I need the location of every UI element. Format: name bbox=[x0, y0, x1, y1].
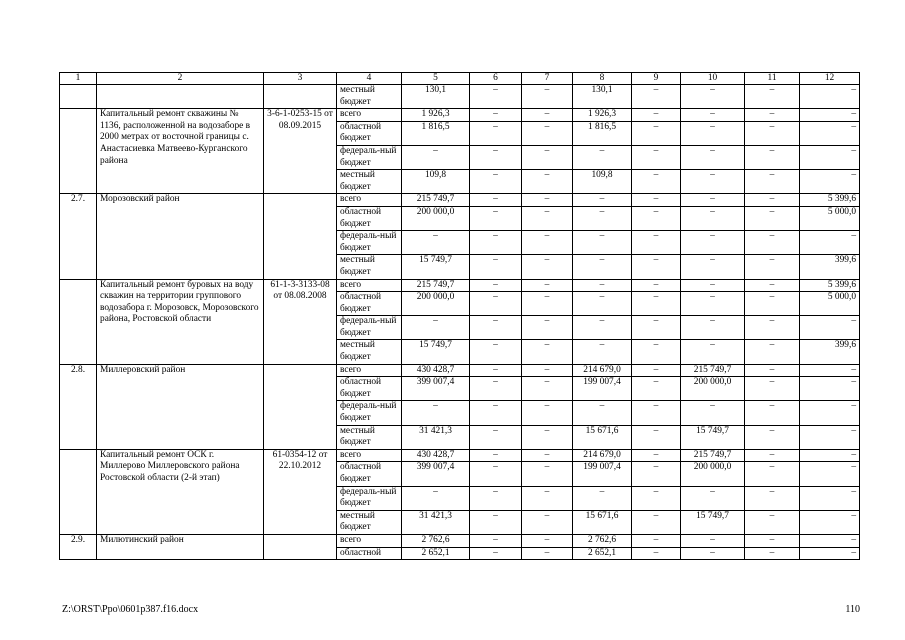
value-cell: – bbox=[470, 194, 522, 207]
value-cell: – bbox=[522, 255, 573, 279]
funding-source-cell: федераль-ный бюджет bbox=[337, 231, 402, 255]
funding-source-cell: всего bbox=[337, 194, 402, 207]
value-cell: 5 399,6 bbox=[800, 279, 860, 292]
value-cell: – bbox=[745, 206, 800, 230]
value-cell: – bbox=[745, 279, 800, 292]
value-cell: – bbox=[800, 109, 860, 122]
value-cell: – bbox=[522, 170, 573, 194]
value-cell: – bbox=[745, 121, 800, 145]
value-cell: 2 762,6 bbox=[573, 534, 632, 547]
value-cell: 215 749,7 bbox=[402, 279, 470, 292]
value-cell: – bbox=[522, 231, 573, 255]
value-cell: – bbox=[745, 401, 800, 425]
value-cell: – bbox=[745, 364, 800, 377]
funding-source-cell: всего bbox=[337, 364, 402, 377]
value-cell: – bbox=[470, 145, 522, 169]
value-cell: 5 399,6 bbox=[800, 194, 860, 207]
value-cell: 2 762,6 bbox=[402, 534, 470, 547]
value-cell: – bbox=[402, 486, 470, 510]
value-cell: – bbox=[470, 292, 522, 316]
value-cell: – bbox=[745, 194, 800, 207]
row-number-cell bbox=[60, 449, 97, 534]
value-cell: – bbox=[522, 510, 573, 534]
value-cell: – bbox=[632, 340, 681, 364]
value-cell: – bbox=[522, 547, 573, 560]
value-cell: – bbox=[632, 534, 681, 547]
value-cell: 15 749,7 bbox=[402, 255, 470, 279]
header-cell: 1 bbox=[60, 73, 97, 85]
header-cell: 5 bbox=[402, 73, 470, 85]
table-row bbox=[60, 85, 860, 109]
funding-source-cell: федераль-ный бюджет bbox=[337, 316, 402, 340]
value-cell: – bbox=[800, 316, 860, 340]
value-cell: – bbox=[470, 121, 522, 145]
value-cell: – bbox=[522, 85, 573, 109]
value-cell: 15 749,7 bbox=[681, 425, 745, 449]
table-row bbox=[60, 109, 860, 122]
value-cell: 130,1 bbox=[573, 85, 632, 109]
value-cell: – bbox=[402, 145, 470, 169]
value-cell: – bbox=[632, 121, 681, 145]
value-cell: 109,8 bbox=[573, 170, 632, 194]
value-cell: 215 749,7 bbox=[402, 194, 470, 207]
value-cell: 430 428,7 bbox=[402, 364, 470, 377]
value-cell: 31 421,3 bbox=[402, 425, 470, 449]
value-cell: – bbox=[522, 145, 573, 169]
object-name-cell: Капитальный ремонт ОСК г. Миллерово Миллеровского района Ростовской области (2-й этап) bbox=[97, 449, 264, 534]
value-cell: 214 679,0 bbox=[573, 449, 632, 462]
value-cell: – bbox=[632, 255, 681, 279]
doc-number-cell bbox=[264, 364, 337, 449]
value-cell: – bbox=[745, 449, 800, 462]
value-cell: – bbox=[681, 206, 745, 230]
value-cell: – bbox=[632, 85, 681, 109]
value-cell: – bbox=[470, 340, 522, 364]
value-cell: 15 671,6 bbox=[573, 510, 632, 534]
value-cell: – bbox=[470, 255, 522, 279]
value-cell: – bbox=[470, 231, 522, 255]
table-row bbox=[60, 194, 860, 207]
value-cell: – bbox=[470, 316, 522, 340]
table-header-row bbox=[60, 73, 860, 85]
value-cell: – bbox=[632, 109, 681, 122]
value-cell: – bbox=[800, 510, 860, 534]
value-cell: – bbox=[800, 425, 860, 449]
value-cell: – bbox=[573, 401, 632, 425]
header-cell: 8 bbox=[573, 73, 632, 85]
footer-page-number: 110 bbox=[845, 604, 860, 615]
value-cell: 5 000,0 bbox=[800, 206, 860, 230]
value-cell: 1 816,5 bbox=[402, 121, 470, 145]
value-cell: – bbox=[470, 449, 522, 462]
funding-source-cell: местный бюджет bbox=[337, 340, 402, 364]
value-cell: – bbox=[632, 462, 681, 486]
value-cell: – bbox=[470, 170, 522, 194]
value-cell: – bbox=[681, 255, 745, 279]
value-cell: – bbox=[470, 364, 522, 377]
value-cell: – bbox=[470, 377, 522, 401]
funding-source-cell: областной бюджет bbox=[337, 121, 402, 145]
doc-number-cell: 3-6-1-0253-15 от 08.09.2015 bbox=[264, 109, 337, 194]
funding-source-cell: местный бюджет bbox=[337, 255, 402, 279]
value-cell: – bbox=[573, 279, 632, 292]
table-row bbox=[60, 364, 860, 377]
value-cell: – bbox=[800, 145, 860, 169]
value-cell: – bbox=[632, 449, 681, 462]
value-cell: 200 000,0 bbox=[402, 292, 470, 316]
value-cell: – bbox=[573, 292, 632, 316]
value-cell: 399,6 bbox=[800, 255, 860, 279]
value-cell: – bbox=[745, 462, 800, 486]
value-cell: – bbox=[573, 486, 632, 510]
object-name-cell: Миллеровский район bbox=[97, 364, 264, 449]
doc-number-cell bbox=[264, 85, 337, 109]
value-cell: – bbox=[470, 279, 522, 292]
funding-source-cell: областной бюджет bbox=[337, 292, 402, 316]
value-cell: 109,8 bbox=[402, 170, 470, 194]
value-cell: – bbox=[470, 206, 522, 230]
value-cell: – bbox=[522, 109, 573, 122]
value-cell: 399,6 bbox=[800, 340, 860, 364]
value-cell: – bbox=[681, 231, 745, 255]
value-cell: – bbox=[745, 340, 800, 364]
value-cell: – bbox=[745, 145, 800, 169]
row-number-cell: 2.7. bbox=[60, 194, 97, 279]
header-cell: 6 bbox=[470, 73, 522, 85]
value-cell: 5 000,0 bbox=[800, 292, 860, 316]
value-cell: – bbox=[800, 462, 860, 486]
object-name-cell: Капитальный ремонт буровых на воду скважин на территории группового водозабора г. Морозовск, Морозовского района, Ростовской области bbox=[97, 279, 264, 364]
table-row bbox=[60, 279, 860, 292]
value-cell: – bbox=[573, 231, 632, 255]
value-cell: – bbox=[522, 534, 573, 547]
value-cell: – bbox=[573, 316, 632, 340]
value-cell: – bbox=[745, 85, 800, 109]
value-cell: – bbox=[470, 510, 522, 534]
value-cell: – bbox=[800, 85, 860, 109]
value-cell: – bbox=[573, 145, 632, 169]
value-cell: – bbox=[522, 401, 573, 425]
funding-source-cell: местный бюджет bbox=[337, 425, 402, 449]
funding-source-cell: всего bbox=[337, 534, 402, 547]
value-cell: – bbox=[800, 121, 860, 145]
value-cell: 399 007,4 bbox=[402, 462, 470, 486]
value-cell: – bbox=[800, 364, 860, 377]
funding-source-cell: всего bbox=[337, 449, 402, 462]
doc-number-cell bbox=[264, 194, 337, 279]
value-cell: – bbox=[681, 121, 745, 145]
value-cell: – bbox=[745, 316, 800, 340]
value-cell: – bbox=[681, 486, 745, 510]
value-cell: – bbox=[681, 292, 745, 316]
value-cell: – bbox=[745, 255, 800, 279]
value-cell: – bbox=[632, 316, 681, 340]
value-cell: – bbox=[632, 510, 681, 534]
value-cell: – bbox=[745, 510, 800, 534]
funding-source-cell: всего bbox=[337, 109, 402, 122]
value-cell: – bbox=[402, 316, 470, 340]
value-cell: – bbox=[522, 194, 573, 207]
value-cell: 15 749,7 bbox=[402, 340, 470, 364]
value-cell: – bbox=[681, 279, 745, 292]
value-cell: – bbox=[745, 292, 800, 316]
funding-source-cell: областной бюджет bbox=[337, 377, 402, 401]
value-cell: – bbox=[632, 170, 681, 194]
header-cell: 9 bbox=[632, 73, 681, 85]
value-cell: – bbox=[800, 449, 860, 462]
value-cell: – bbox=[681, 534, 745, 547]
value-cell: – bbox=[681, 145, 745, 169]
value-cell: – bbox=[800, 170, 860, 194]
value-cell: – bbox=[522, 486, 573, 510]
funding-source-cell: местный бюджет bbox=[337, 85, 402, 109]
doc-number-cell: 61-1-3-3133-08 от 08.08.2008 bbox=[264, 279, 337, 364]
object-name-cell bbox=[97, 85, 264, 109]
value-cell: – bbox=[745, 425, 800, 449]
value-cell: – bbox=[573, 340, 632, 364]
value-cell: – bbox=[522, 449, 573, 462]
value-cell: – bbox=[800, 486, 860, 510]
funding-source-cell: федераль-ный бюджет bbox=[337, 486, 402, 510]
value-cell: – bbox=[681, 85, 745, 109]
row-number-cell: 2.9. bbox=[60, 534, 97, 559]
table-row bbox=[60, 449, 860, 462]
value-cell: – bbox=[470, 534, 522, 547]
value-cell: 200 000,0 bbox=[681, 462, 745, 486]
value-cell: – bbox=[745, 534, 800, 547]
funding-source-cell: местный бюджет bbox=[337, 170, 402, 194]
row-number-cell bbox=[60, 85, 97, 109]
value-cell: – bbox=[573, 206, 632, 230]
value-cell: – bbox=[522, 292, 573, 316]
value-cell: – bbox=[522, 206, 573, 230]
value-cell: 15 749,7 bbox=[681, 510, 745, 534]
value-cell: 200 000,0 bbox=[402, 206, 470, 230]
value-cell: – bbox=[522, 340, 573, 364]
value-cell: – bbox=[632, 145, 681, 169]
value-cell: – bbox=[681, 170, 745, 194]
value-cell: – bbox=[470, 109, 522, 122]
value-cell: – bbox=[573, 194, 632, 207]
value-cell: – bbox=[632, 377, 681, 401]
value-cell: 31 421,3 bbox=[402, 510, 470, 534]
value-cell: – bbox=[470, 462, 522, 486]
value-cell: 2 652,1 bbox=[402, 547, 470, 560]
value-cell: 1 926,3 bbox=[573, 109, 632, 122]
value-cell: – bbox=[470, 425, 522, 449]
value-cell: – bbox=[800, 401, 860, 425]
header-cell: 3 bbox=[264, 73, 337, 85]
value-cell: 1 816,5 bbox=[573, 121, 632, 145]
value-cell: – bbox=[470, 85, 522, 109]
funding-source-cell: областной bbox=[337, 547, 402, 560]
row-number-cell: 2.8. bbox=[60, 364, 97, 449]
value-cell: – bbox=[800, 231, 860, 255]
value-cell: 199 007,4 bbox=[573, 377, 632, 401]
header-cell: 4 bbox=[337, 73, 402, 85]
value-cell: 200 000,0 bbox=[681, 377, 745, 401]
value-cell: – bbox=[800, 547, 860, 560]
funding-source-cell: всего bbox=[337, 279, 402, 292]
value-cell: 214 679,0 bbox=[573, 364, 632, 377]
header-cell: 10 bbox=[681, 73, 745, 85]
value-cell: – bbox=[632, 231, 681, 255]
table-row bbox=[60, 534, 860, 547]
value-cell: – bbox=[522, 279, 573, 292]
value-cell: 2 652,1 bbox=[573, 547, 632, 560]
object-name-cell: Милютинский район bbox=[97, 534, 264, 559]
funding-source-cell: федераль-ный бюджет bbox=[337, 401, 402, 425]
value-cell: – bbox=[745, 170, 800, 194]
value-cell: – bbox=[745, 377, 800, 401]
value-cell: 199 007,4 bbox=[573, 462, 632, 486]
row-number-cell bbox=[60, 109, 97, 194]
value-cell: – bbox=[632, 206, 681, 230]
funding-source-cell: областной бюджет bbox=[337, 462, 402, 486]
budget-table bbox=[59, 72, 860, 560]
row-number-cell bbox=[60, 279, 97, 364]
doc-number-cell: 61-0354-12 от 22.10.2012 bbox=[264, 449, 337, 534]
funding-source-cell: местный бюджет bbox=[337, 510, 402, 534]
value-cell: – bbox=[632, 425, 681, 449]
footer-file-path: Z:\ORST\Ppo\0601p387.f16.docx bbox=[62, 604, 199, 615]
value-cell: – bbox=[681, 194, 745, 207]
value-cell: – bbox=[632, 401, 681, 425]
value-cell: – bbox=[632, 486, 681, 510]
value-cell: 15 671,6 bbox=[573, 425, 632, 449]
value-cell: – bbox=[681, 340, 745, 364]
value-cell: – bbox=[745, 109, 800, 122]
value-cell: – bbox=[632, 194, 681, 207]
value-cell: – bbox=[800, 534, 860, 547]
value-cell: – bbox=[681, 109, 745, 122]
header-cell: 2 bbox=[97, 73, 264, 85]
value-cell: – bbox=[470, 547, 522, 560]
value-cell: – bbox=[681, 401, 745, 425]
funding-source-cell: федераль-ный бюджет bbox=[337, 145, 402, 169]
value-cell: – bbox=[522, 462, 573, 486]
object-name-cell: Морозовский район bbox=[97, 194, 264, 279]
value-cell: 130,1 bbox=[402, 85, 470, 109]
value-cell: – bbox=[522, 364, 573, 377]
value-cell: – bbox=[522, 121, 573, 145]
value-cell: – bbox=[522, 377, 573, 401]
value-cell: – bbox=[745, 231, 800, 255]
value-cell: – bbox=[632, 547, 681, 560]
header-cell: 12 bbox=[800, 73, 860, 85]
value-cell: – bbox=[681, 547, 745, 560]
header-cell: 7 bbox=[522, 73, 573, 85]
value-cell: 215 749,7 bbox=[681, 449, 745, 462]
value-cell: – bbox=[745, 547, 800, 560]
value-cell: – bbox=[632, 292, 681, 316]
value-cell: – bbox=[632, 279, 681, 292]
object-name-cell: Капитальный ремонт скважины № 1136, расположенной на водозаборе в 2000 метрах от восточной границы с. Анастасиевка Матвеево-Курганского района bbox=[97, 109, 264, 194]
value-cell: – bbox=[681, 316, 745, 340]
funding-source-cell: областной бюджет bbox=[337, 206, 402, 230]
value-cell: – bbox=[573, 255, 632, 279]
value-cell: 215 749,7 bbox=[681, 364, 745, 377]
value-cell: – bbox=[402, 231, 470, 255]
doc-number-cell bbox=[264, 534, 337, 559]
value-cell: – bbox=[470, 401, 522, 425]
value-cell: – bbox=[522, 316, 573, 340]
value-cell: 399 007,4 bbox=[402, 377, 470, 401]
value-cell: – bbox=[632, 364, 681, 377]
header-cell: 11 bbox=[745, 73, 800, 85]
value-cell: – bbox=[522, 425, 573, 449]
value-cell: – bbox=[470, 486, 522, 510]
value-cell: 430 428,7 bbox=[402, 449, 470, 462]
value-cell: – bbox=[800, 377, 860, 401]
value-cell: 1 926,3 bbox=[402, 109, 470, 122]
value-cell: – bbox=[745, 486, 800, 510]
value-cell: – bbox=[402, 401, 470, 425]
